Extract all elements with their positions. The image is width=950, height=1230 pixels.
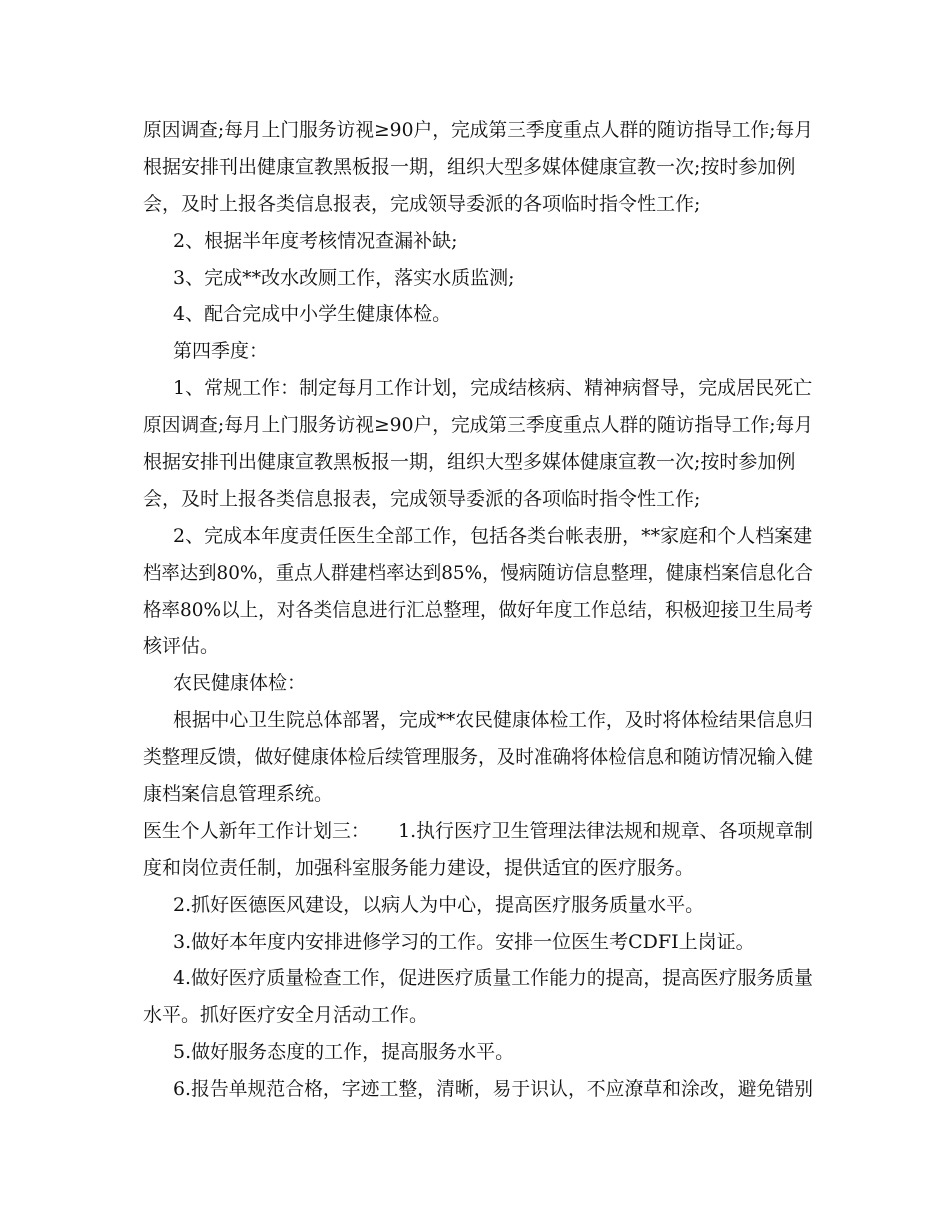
text-line	[143, 1034, 813, 1071]
document-body	[143, 112, 813, 1108]
text-line-content: 水平。抓好医疗安全月活动工作。	[143, 1004, 429, 1027]
text-line	[143, 223, 813, 260]
text-line-content: 康档案信息管理系统。	[143, 783, 334, 806]
text-line-content: 原因调查;每月上门服务访视≥90户，完成第三季度重点人群的随访指导工作;每月	[143, 119, 813, 141]
text-line-content: 6.报告单规范合格，字迹工整，清晰，易于识认，不应潦草和涂改，避免错别	[173, 1078, 813, 1101]
text-line-content: 2、完成本年度责任医生全部工作，包括各类台帐表册，**家庭和个人档案建	[173, 524, 813, 547]
text-line-content: 第四季度：	[173, 340, 269, 363]
text-line-content: 3.做好本年度内安排进修学习的工作。安排一位医生考CDFI上岗证。	[173, 930, 755, 953]
text-line-content: 1、常规工作：制定每月工作计划，完成结核病、精神病督导，完成居民死亡	[173, 377, 813, 400]
text-line	[143, 887, 813, 924]
text-line	[143, 333, 813, 370]
text-line	[143, 850, 813, 887]
text-line	[143, 555, 813, 592]
text-line-content: 类整理反馈，做好健康体检后续管理服务，及时准确将体检信息和随访情况输入健	[143, 746, 813, 769]
text-line	[143, 628, 813, 665]
text-line-content: 会，及时上报各类信息报表，完成领导委派的各项临时指令性工作;	[143, 192, 701, 215]
text-line	[143, 112, 813, 149]
text-line-content: 会，及时上报各类信息报表，完成领导委派的各项临时指令性工作;	[143, 487, 701, 510]
text-line-content: 3、完成**改水改厕工作，落实水质监测;	[173, 266, 515, 289]
text-line	[143, 776, 813, 813]
text-line-content: 2、根据半年度考核情况查漏补缺;	[173, 229, 458, 252]
text-line-content: 根据安排刊出健康宣教黑板报一期，组织大型多媒体健康宣教一次;按时参加例	[143, 451, 796, 474]
text-line-content: 度和岗位责任制，加强科室服务能力建设，提供适宜的医疗服务。	[143, 856, 695, 879]
text-line	[143, 260, 813, 297]
text-line	[143, 1071, 813, 1108]
text-line-content: 核评估。	[143, 635, 220, 658]
text-line-content: 2.抓好医德医风建设，以病人为中心，提高医疗服务质量水平。	[173, 893, 705, 916]
text-line-content: 农民健康体检：	[173, 672, 307, 695]
text-line	[143, 997, 813, 1034]
text-line	[143, 518, 813, 555]
text-line	[143, 813, 813, 850]
text-line	[143, 149, 813, 186]
text-line-content: 5.做好服务态度的工作，提高服务水平。	[173, 1041, 515, 1064]
text-line	[143, 702, 813, 739]
text-line-content: 原因调查;每月上门服务访视≥90户，完成第三季度重点人群的随访指导工作;每月	[143, 414, 813, 437]
text-line	[143, 444, 813, 481]
text-line	[143, 739, 813, 776]
text-line-content: 医生个人新年工作计划三： 1.执行医疗卫生管理法律法规和规章、各项规章制	[143, 819, 813, 842]
text-line-content: 4、配合完成中小学生健康体检。	[173, 303, 452, 326]
text-line-content: 根据中心卫生院总体部署，完成**农民健康体检工作，及时将体检结果信息归	[173, 709, 813, 732]
text-line-content: 4.做好医疗质量检查工作，促进医疗质量工作能力的提高，提高医疗服务质量	[173, 967, 813, 990]
text-line	[143, 407, 813, 444]
text-line	[143, 296, 813, 333]
text-line	[143, 592, 813, 629]
text-line	[143, 481, 813, 518]
text-line	[143, 186, 813, 223]
text-line	[143, 924, 813, 961]
text-line	[143, 665, 813, 702]
text-line-content: 格率80%以上，对各类信息进行汇总整理，做好年度工作总结，积极迎接卫生局考	[143, 598, 813, 621]
text-line-content: 档率达到80%，重点人群建档率达到85%，慢病随访信息整理，健康档案信息化合	[143, 561, 813, 584]
text-line-content: 根据安排刊出健康宣教黑板报一期，组织大型多媒体健康宣教一次;按时参加例	[143, 155, 796, 178]
text-line	[143, 960, 813, 997]
text-line	[143, 370, 813, 407]
